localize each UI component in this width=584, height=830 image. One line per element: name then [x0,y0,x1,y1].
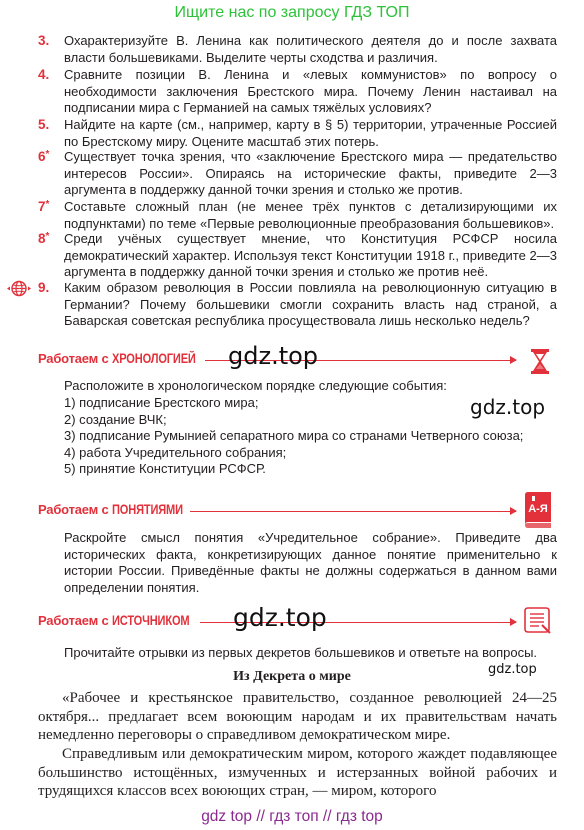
question-number: 8* [38,231,50,246]
bottom-banner[interactable]: gdz top // гдз топ // гдз top [201,808,383,825]
question-text: Сравните позиции В. Ленина и «левых коммунистов» по вопросу о необходимости заключения Брестского мира. Почему Ленин настаивал на подписании мира с Германией на самых тяжёлых условиях? [64,67,557,115]
question-text: Каким образом революция в России повлияла на революционную ситуацию в Германии? Почему большевики смогли сохранить власть над страной, а Баварская советская республика просуществовала лишь несколько недель? [64,280,557,328]
question-text: Существует точка зрения, что «заключение Брестского мира — предательство интересов России». Опираясь на исторические факты, приведите 2—3 аргумента в поддержку данной точки зрения и столько же против. [64,149,557,197]
document-paragraph: «Рабочее и крестьянское правительство, созданное революцией 24—25 октября... предлагает всем воюющим народам и их правительствам начать немедленно переговоры о справедливом демократическом мире. [38,690,557,743]
list-item: 5) принятие Конституции РСФСР. [64,461,266,476]
question-number: 6* [38,149,50,164]
question-text: Среди учёных существует мнение, что Конституция РСФСР носила демократический характер. Используя текст Конституции 1918 г., приведите 2—3 аргумента в поддержку данной точки зрения и столько же против неё. [64,231,557,279]
list-item: 3) подписание Румынией сепаратного мира со странами Четверного союза; [64,428,524,443]
watermark: gdz.top [228,342,319,370]
question-text: Охарактеризуйте В. Ленина как политического деятеля до и после захвата власти большевиками. Выделите черты сходства и различия. [64,33,557,65]
watermark: gdz.top [233,603,327,632]
hourglass-icon [528,348,552,375]
scroll-icon [522,605,552,635]
question-text: Найдите на карте (см., например, карту в § 5) территории, утраченные Россией по Брестскому миру. Оцените масштаб этих потерь. [64,117,557,149]
section-heading-concepts: Работаем с ПОНЯТИЯМИ [38,502,183,517]
document-paragraph: Справедливым или демократическим миром, которого жаждет подавляющее большинство истощённых, измученных и истерзанных войной рабочих и трудящихся классов всех воюющих стран, — миром, которого [38,746,557,799]
question-number: 5. [38,117,50,132]
watermark: gdz.top [488,662,537,677]
globe-icon [7,280,31,297]
question-text: Составьте сложный план (не менее трёх пунктов с детализирующими их подпунктами) по теме «Первые революционные преобразования большевиков». [64,199,557,231]
section-heading-chronology: Работаем с ХРОНОЛОГИЕЙ [38,351,196,366]
question-number: 7* [38,199,50,214]
watermark: gdz.top [470,395,546,419]
source-intro: Прочитайте отрывки из первых декретов большевиков и ответьте на вопросы. [64,645,538,660]
document-title: Из Декрета о мире [233,669,351,684]
concepts-text: Раскройте смысл понятия «Учредительное собрание». Приведите два исторических факта, конкретизирующих данное понятие применительно к истории России. Приведённые факты не должны содержаться в данном вами определении понятия. [64,530,557,595]
dictionary-badge-label: А-Я [528,503,548,515]
list-item: 2) создание ВЧК; [64,411,167,427]
question-number: 3. [38,33,50,48]
question-number: 4. [38,67,50,82]
list-item: 1) подписание Брестского мира; [64,395,259,410]
chronology-intro: Расположите в хронологическом порядке следующие события: [64,378,447,393]
top-banner[interactable]: Ищите нас по запросу ГДЗ ТОП [174,4,410,21]
list-item: 4) работа Учредительного собрания; [64,444,287,460]
dictionary-icon [522,492,554,528]
section-heading-source: Работаем с ИСТОЧНИКОМ [38,613,190,628]
section-divider [190,511,516,512]
question-number: 9. [38,280,50,295]
